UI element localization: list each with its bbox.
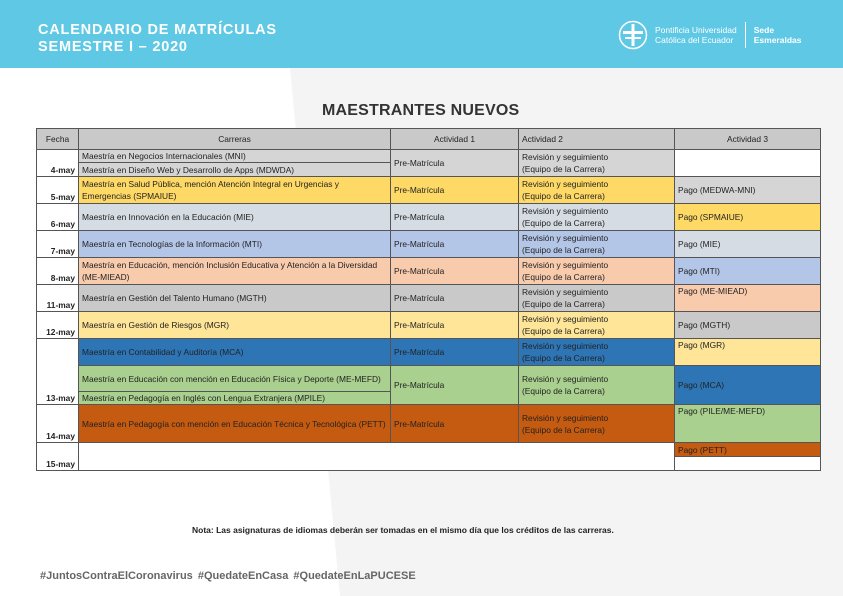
university-emblem-icon — [618, 20, 648, 50]
header-fecha: Fecha — [37, 129, 79, 150]
program-cell: Maestría en Gestión de Riesgos (MGR) — [79, 312, 391, 339]
activity1-cell: Pre-Matrícula — [391, 177, 519, 204]
date-cell: 7-may — [37, 231, 79, 258]
header-actividad-3: Actividad 3 — [675, 129, 821, 150]
document-title — [38, 22, 277, 56]
activity2-line2: (Equipo de la Carrera) — [522, 424, 605, 435]
activity2-line2: (Equipo de la Carrera) — [522, 299, 605, 309]
empty-cell — [79, 443, 675, 471]
activity2-line2: (Equipo de la Carrera) — [522, 191, 605, 201]
activity1-cell: Pre-Matrícula — [391, 258, 519, 285]
activity2-line1: Revisión y seguimiento — [522, 412, 609, 423]
hashtags: #JuntosContraElCoronavirus #QuedateEnCasa #QuedateEnLaPUCESE — [40, 570, 416, 582]
header-carreras: Carreras — [79, 129, 391, 150]
table-row — [37, 405, 821, 443]
program-cell: Maestría en Salud Pública, mención Atención Integral en Urgencias y Emergencias (SPMAIUE) — [79, 177, 391, 204]
activity3-cell: Pago (MGTH) — [675, 312, 821, 339]
activity2-line2: (Equipo de la Carrera) — [522, 326, 605, 336]
program-cell: Maestría en Contabilidad y Auditoría (MCA) — [79, 339, 391, 366]
date-cell: 15-may — [37, 443, 79, 471]
activity2-line1: Revisión y seguimiento — [522, 179, 609, 189]
activity1-cell: Pre-Matrícula — [391, 204, 519, 231]
header-actividad-2: Actividad 2 — [519, 129, 675, 150]
table-row — [37, 231, 821, 258]
date-cell: 12-may — [37, 312, 79, 339]
activity2-cell — [519, 177, 675, 204]
activity1-cell: Pre-Matrícula — [391, 231, 519, 258]
date-cell: 4-may — [37, 150, 79, 177]
university-logo — [618, 18, 801, 52]
activity3-cell: Pago (MTI) — [675, 258, 821, 285]
table-header-row — [37, 129, 821, 150]
activity2-line1: Revisión y seguimiento — [522, 314, 609, 324]
header-banner — [0, 0, 843, 68]
activity3-cell: Pago (MIE) — [675, 231, 821, 258]
program-cell: Maestría en Innovación en la Educación (MIE) — [79, 204, 391, 231]
activity2-line1: Revisión y seguimiento — [522, 287, 609, 297]
title-line-1: CALENDARIO DE MATRÍCULAS — [38, 22, 277, 38]
logo-line-1: Pontificia Universidad — [655, 25, 737, 35]
date-cell: 11-may — [37, 285, 79, 312]
activity2-cell — [519, 258, 675, 285]
section-title: MAESTRANTES NUEVOS — [322, 102, 520, 119]
activity2-cell — [519, 204, 675, 231]
date-cell: 8-may — [37, 258, 79, 285]
program-cell: Maestría en Educación, mención Inclusión Educativa y Atención a la Diversidad (ME-MIEAD) — [79, 258, 391, 285]
activity2-cell — [519, 339, 675, 366]
table-row — [37, 312, 821, 339]
activity2-line2: (Equipo de la Carrera) — [522, 218, 605, 228]
date-cell: 5-may — [37, 177, 79, 204]
logo-divider — [745, 22, 746, 48]
activity2-line1: Revisión y seguimiento — [522, 374, 609, 384]
activity2-line2: (Equipo de la Carrera) — [522, 353, 605, 363]
table-row — [37, 204, 821, 231]
program-cell: Maestría en Pedagogía en Inglés con Lengua Extranjera (MPILE) — [79, 392, 391, 405]
activity2-line1: Revisión y seguimiento — [522, 152, 609, 162]
activity2-line2: (Equipo de la Carrera) — [522, 164, 605, 174]
date-cell: 6-may — [37, 204, 79, 231]
activity3-cell: Pago (SPMAIUE) — [675, 204, 821, 231]
activity2-line1: Revisión y seguimiento — [522, 260, 609, 270]
table-row — [37, 366, 821, 392]
activity3-cell: Pago (MEDWA-MNI) — [675, 177, 821, 204]
activity1-cell: Pre-Matrícula — [391, 366, 519, 405]
logo-sede — [754, 25, 802, 45]
empty-cell — [675, 457, 821, 471]
activity3-cell: Pago (ME-MIEAD) — [675, 285, 821, 312]
table-row — [37, 258, 821, 285]
header-actividad-1: Actividad 1 — [391, 129, 519, 150]
sede-line-2: Esmeraldas — [753, 35, 802, 45]
activity2-line1: Revisión y seguimiento — [522, 341, 609, 351]
logo-line-2: Católica del Ecuador — [655, 35, 734, 45]
activity1-cell: Pre-Matrícula — [391, 312, 519, 339]
table-row — [37, 339, 821, 366]
table-row — [37, 285, 821, 312]
activity2-cell — [519, 285, 675, 312]
activity2-cell — [519, 405, 675, 443]
activity2-line2: (Equipo de la Carrera) — [522, 245, 605, 255]
activity2-cell — [519, 366, 675, 405]
activity1-cell: Pre-Matrícula — [391, 405, 519, 443]
activity1-cell: Pre-Matrícula — [391, 339, 519, 366]
activity2-line1: Revisión y seguimiento — [522, 233, 609, 243]
program-cell: Maestría en Tecnologías de la Información (MTI) — [79, 231, 391, 258]
program-cell: Maestría en Educación con mención en Educación Física y Deporte (ME-MEFD) — [79, 366, 391, 392]
table-row — [37, 150, 821, 163]
activity3-cell — [675, 150, 821, 177]
footnote: Nota: Las asignaturas de idiomas deberán ser tomadas en el mismo día que los créditos de las carreras. — [192, 525, 614, 535]
program-cell: Maestría en Gestión del Talento Humano (MGTH) — [79, 285, 391, 312]
date-cell: 13-may — [37, 339, 79, 405]
activity2-cell — [519, 150, 675, 177]
program-cell: Maestría en Pedagogía con mención en Educación Técnica y Tecnológica (PETT) — [79, 405, 391, 443]
activity2-cell — [519, 312, 675, 339]
program-cell: Maestría en Negocios Internacionales (MNI) — [79, 150, 391, 163]
activity1-cell: Pre-Matrícula — [391, 150, 519, 177]
activity3-cell: Pago (MGR) — [675, 339, 821, 366]
logo-text — [655, 25, 737, 45]
activity2-cell — [519, 231, 675, 258]
date-cell: 14-may — [37, 405, 79, 443]
activity1-cell: Pre-Matrícula — [391, 285, 519, 312]
activity2-line2: (Equipo de la Carrera) — [522, 272, 605, 282]
activity3-cell: Pago (MCA) — [675, 366, 821, 405]
program-cell: Maestría en Diseño Web y Desarrollo de Apps (MDWDA) — [79, 163, 391, 177]
activity3-cell: Pago (PILE/ME-MEFD) — [675, 405, 821, 443]
activity2-line2: (Equipo de la Carrera) — [522, 386, 605, 396]
activity2-line1: Revisión y seguimiento — [522, 206, 609, 216]
enrollment-calendar-table — [36, 128, 821, 471]
table-row — [37, 443, 821, 457]
title-line-2: SEMESTRE I – 2020 — [38, 39, 188, 55]
table-row — [37, 177, 821, 204]
activity3-cell: Pago (PETT) — [675, 443, 821, 457]
sede-line-1: Sede — [753, 25, 775, 35]
